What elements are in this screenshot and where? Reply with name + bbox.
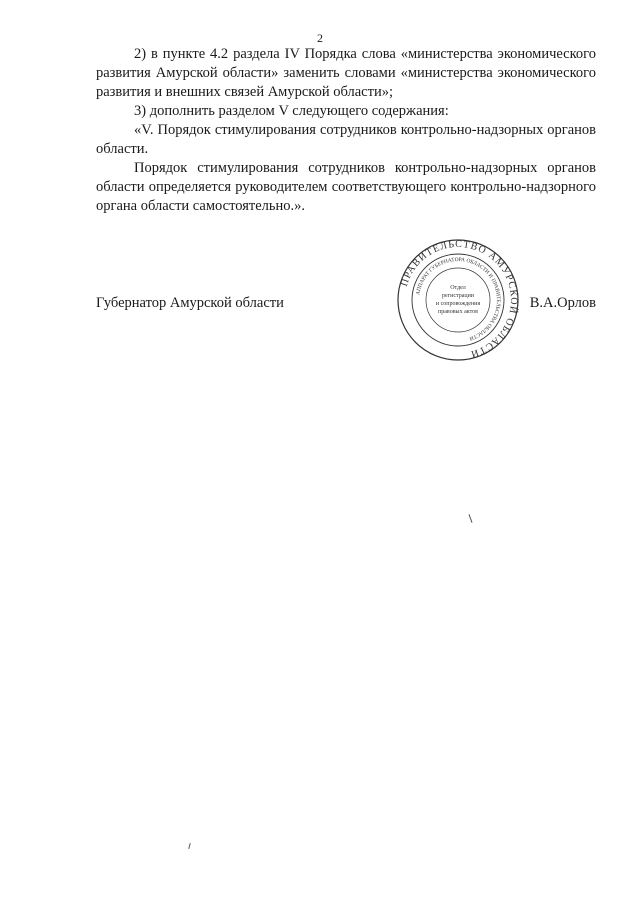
paragraph-section-v-body: Порядок стимулирования сотрудников контрольно-надзорных органов области определяется руководителем соответствующего контрольно-надзорного органа области самостоятельно.». bbox=[96, 160, 596, 214]
paragraph-section-v-title: «V. Порядок стимулирования сотрудников контрольно-надзорных органов области. bbox=[96, 122, 596, 157]
page-number: 2 bbox=[317, 31, 323, 45]
scan-mark bbox=[468, 514, 472, 523]
document-body bbox=[96, 45, 596, 216]
paragraph-item-2: 2) в пункте 4.2 раздела IV Порядка слова «министерства экономического развития Амурской области» заменить словами «министерства экономического развития и внешних связей Амурской области»; bbox=[96, 46, 596, 100]
seal-inner-ring-text: АППАРАТ ГУБЕРНАТОРА ОБЛАСТИ И ПРАВИТЕЛЬСТВА ОБЛАСТИ bbox=[415, 256, 502, 342]
seal-center-line-3: и сопровождения bbox=[435, 301, 481, 307]
scan-mark bbox=[188, 843, 191, 849]
seal-outer-text: ПРАВИТЕЛЬСТВО АМУРСКОЙ ОБЛАСТИ bbox=[398, 238, 520, 360]
paragraph-item-3: 3) дополнить разделом V следующего содержания: bbox=[134, 103, 449, 119]
seal-center-line-1: Отдел bbox=[450, 285, 466, 291]
official-seal-icon bbox=[396, 238, 520, 362]
signatory-name: В.А.Орлов bbox=[529, 295, 596, 311]
seal-center-line-4: правовых актов bbox=[438, 309, 478, 315]
seal-center-line-2: регистрации bbox=[442, 293, 474, 299]
signatory-title: Губернатор Амурской области bbox=[96, 295, 284, 311]
